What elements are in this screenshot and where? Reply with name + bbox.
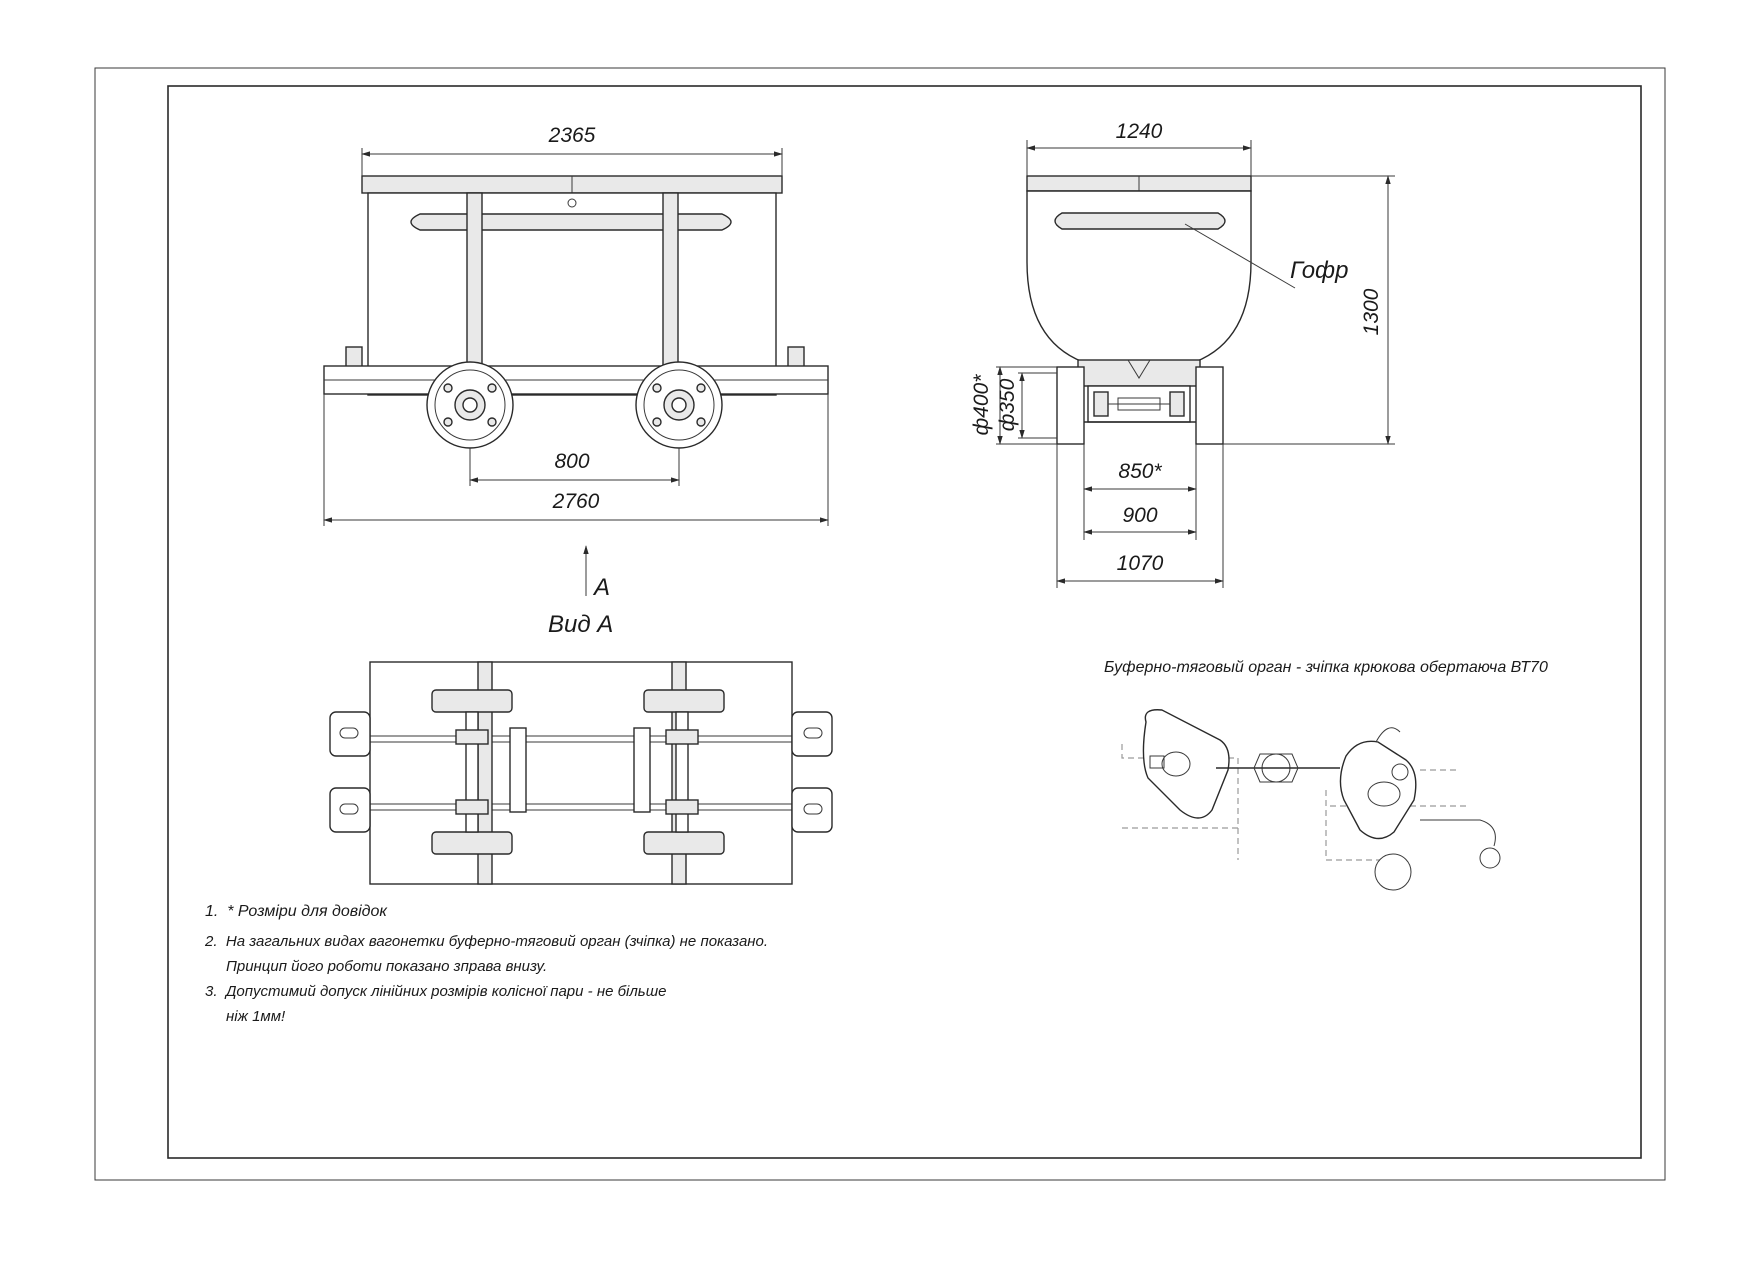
dim-body-length: 2365 [548,124,596,147]
outer-frame [95,68,1665,1180]
note-3 [205,983,667,1000]
note-3-continued [226,1008,285,1025]
note-1-text: * Розміри для довідок [227,903,387,920]
front-view [970,120,1395,588]
side-wheel-right [636,362,722,448]
coupling-sketch [1122,710,1500,890]
view-caption: Вид А [548,611,614,638]
note-1 [205,903,387,921]
dim-track-gauge: 900 [1122,504,1158,527]
dim-wheelbase: 800 [554,450,590,473]
view-letter: A [594,574,611,601]
note-2-continued-text: Принцип його роботи показано зправа внизу. [226,958,548,975]
dim-overall-length: 2760 [552,490,600,513]
dim-overall-width: 1070 [1116,552,1164,575]
dim-wheel-tread-diameter: ф350 [996,378,1019,432]
coupling-caption: Буферно-тяговый орган - зчіпка крюкова обертаюча ВТ70 [1104,659,1548,676]
note-3-text: Допустимий допуск лінійних розмірів колісної пари - не більше [225,983,667,1000]
side-view [324,124,828,526]
note-1-number: 1. [205,903,219,920]
view-a-marker [548,546,613,638]
note-2-continued [226,958,547,975]
dim-wheel-diameter: ф400* [970,374,993,436]
front-wheel-left [1057,367,1084,444]
dim-inner-gauge: 850* [1118,460,1162,483]
note-2-text: На загальних видах вагонетки буферно-тяговий орган (зчіпка) не показано. [225,933,769,950]
callout-gofr: Гофр [1290,257,1349,284]
note-3-number: 3. [205,983,218,1000]
note-2 [205,933,768,950]
plan-view [330,662,832,884]
front-wheel-right [1196,367,1223,444]
dim-height: 1300 [1360,288,1383,336]
note-3-continued-text: ніж 1мм! [226,1008,286,1025]
side-wheel-left [427,362,513,448]
note-2-number: 2. [205,933,218,950]
dim-body-width: 1240 [1115,120,1163,143]
